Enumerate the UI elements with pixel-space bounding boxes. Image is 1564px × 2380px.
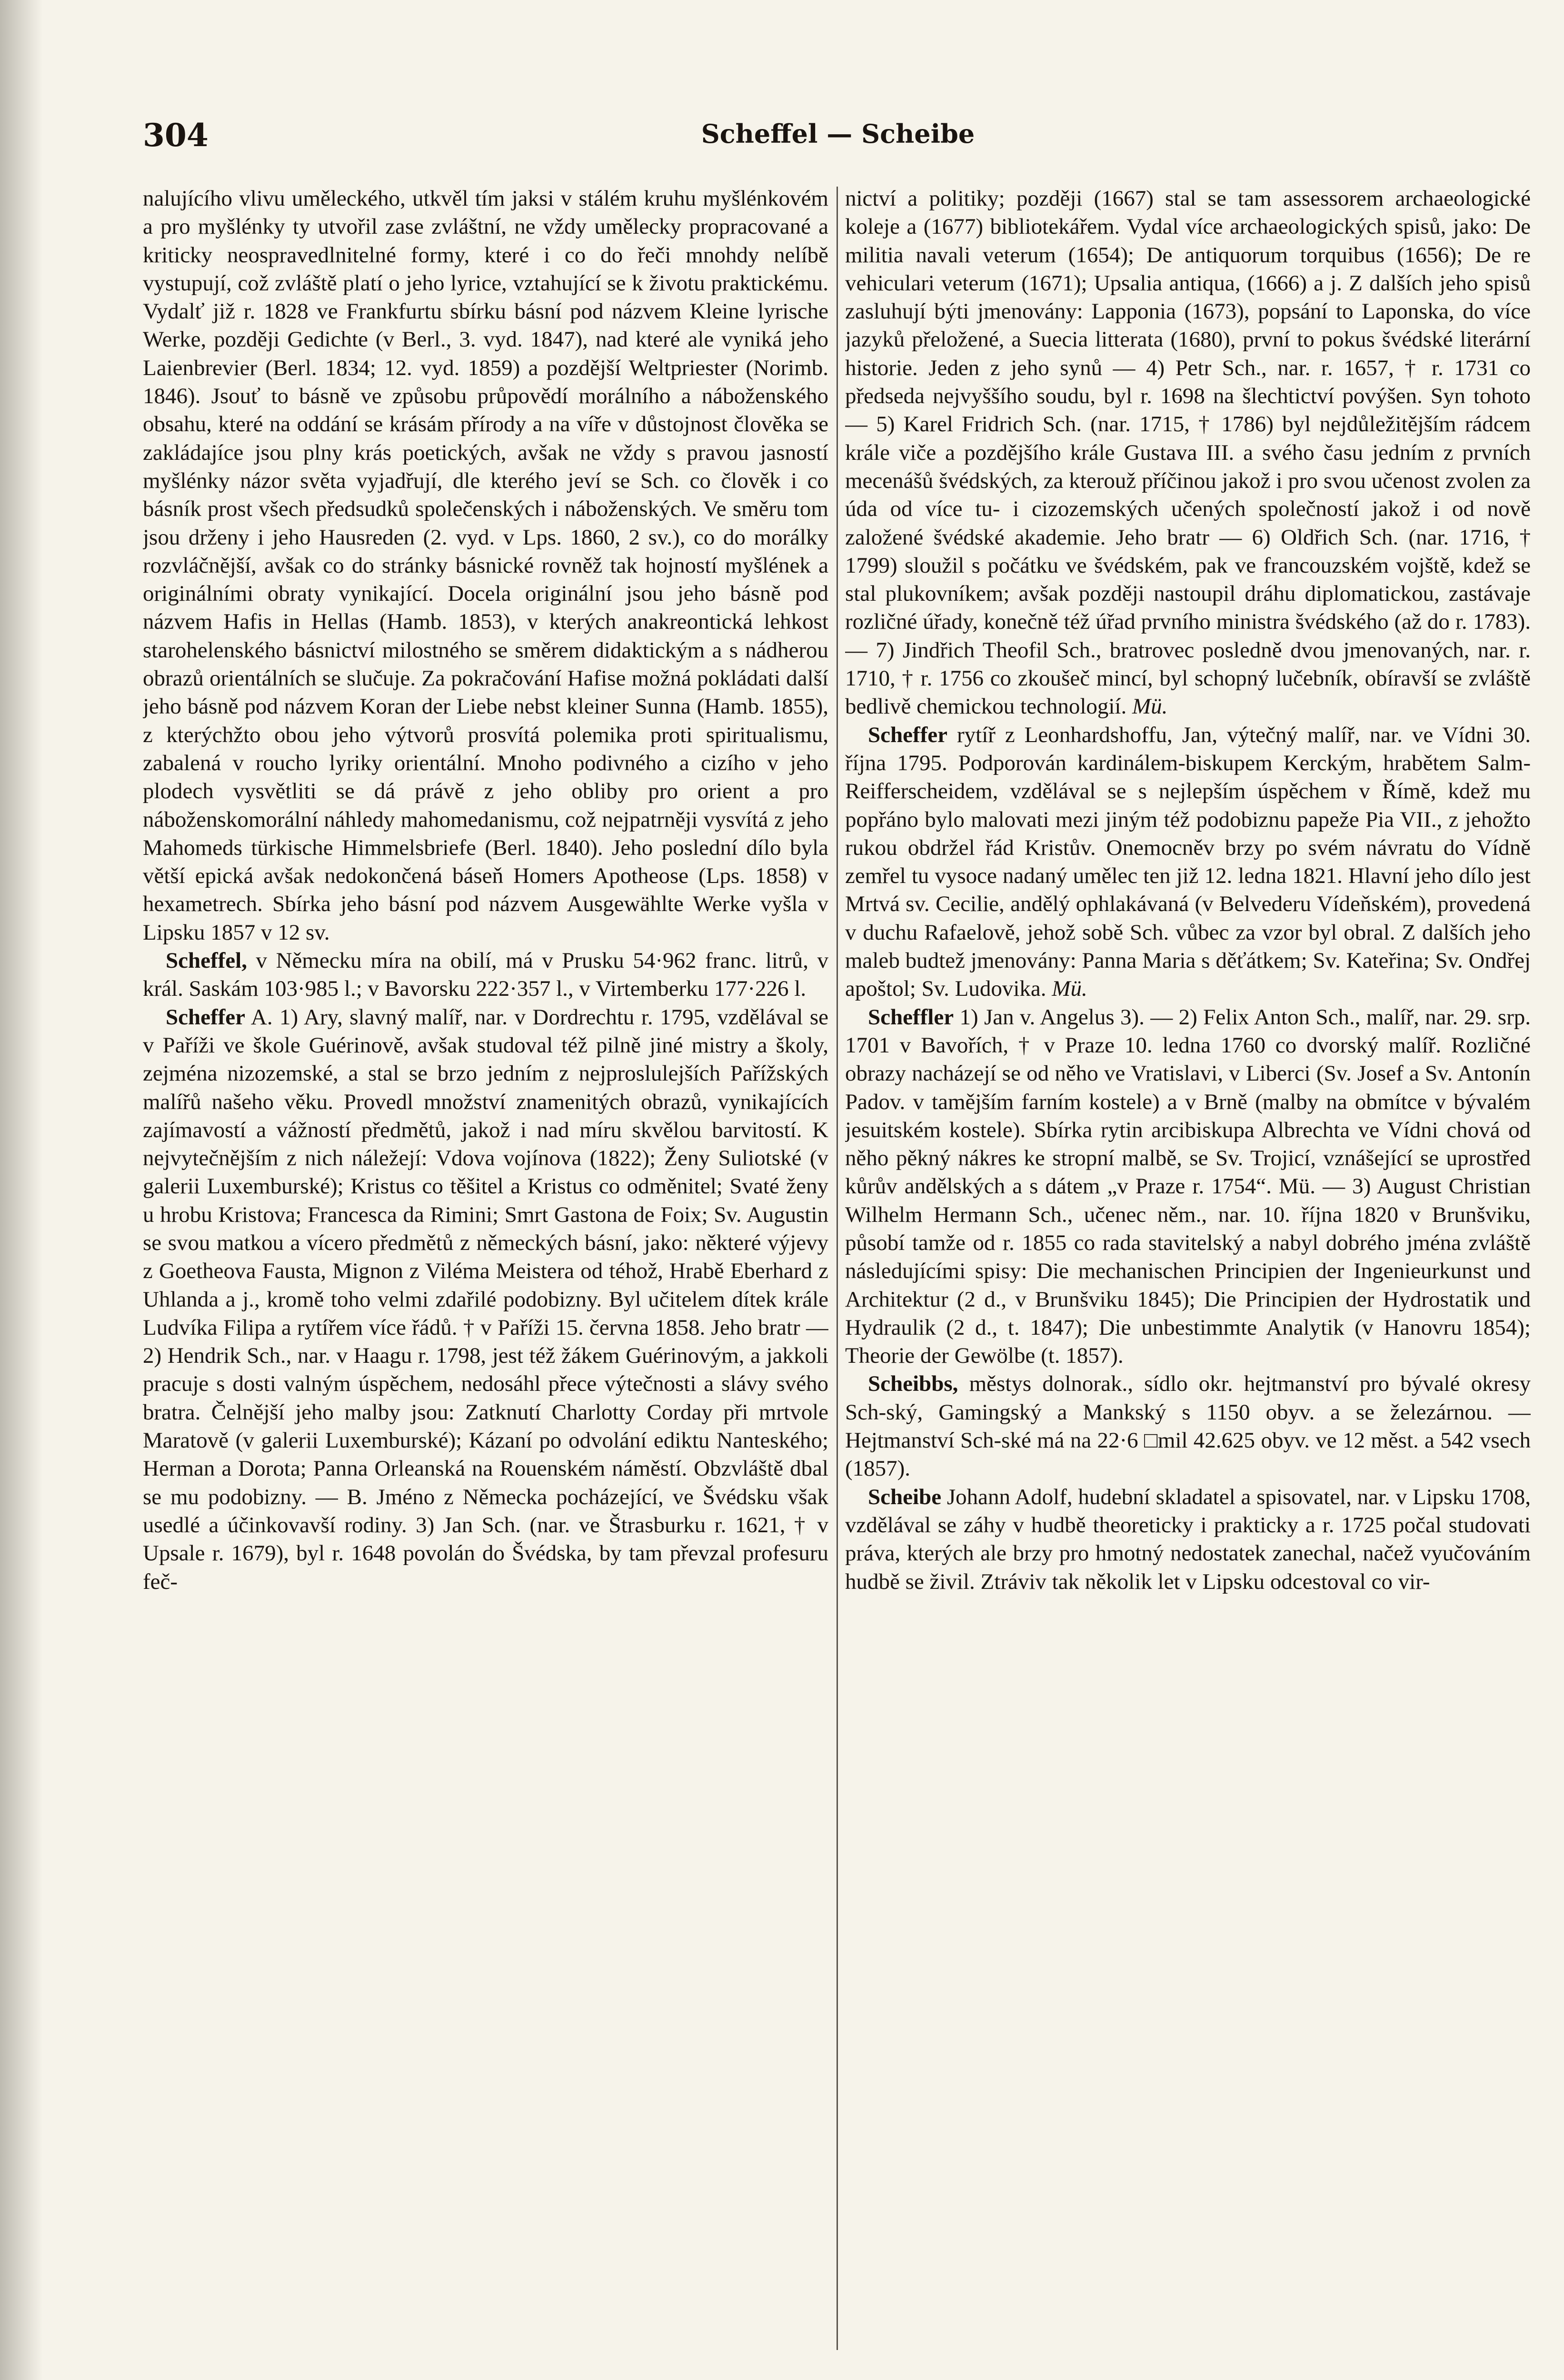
entry-headword: Scheffler — [868, 1004, 954, 1030]
dictionary-entry — [845, 185, 1531, 721]
dictionary-entry — [143, 185, 828, 947]
entry-text: městys dolnorak., sídlo okr. hejtmanství pro bývalé okresy Sch-ský, Gamingský a Mankský s 1150 obyv. a se železárnou. — Hejtmanství Sch-ské má na 22·6 □mil 42.625 obyv. ve 12 měst. a 542 vsech (1857). — [845, 1371, 1531, 1481]
binding-shadow — [0, 0, 43, 2380]
left-column — [143, 185, 828, 2355]
right-column — [845, 185, 1531, 2355]
entry-text: nalujícího vlivu uměleckého, utkvěl tím jaksi v stálém kruhu myšlénkovém a pro myšlénky ty utvořil zase zvláštní, ne vždy umělecky propracované a kriticky neospravedlnitelné formy, které i co do řeči mnohdy nelíbě vystupují, což zvláště platí o jeho lyrice, vztahující se k životu praktickému. Vydalť již r. 1828 ve Frankfurtu sbírku básní pod názvem Kleine lyrische Werke, později Gedichte (v Berl., 3. vyd. 1847), nad které ale vyniká jeho Laienbrevier (Berl. 1834; 12. vyd. 1859) a pozdější Weltpriester (Norimb. 1846). Jsouť to básně ve způsobu průpovědí morálního a náboženského obsahu, které na oddání se krásám přírody a na víře v důstojnost člověka se zakládajíce jsou plny krás poetických, avšak ne vždy s pravou jasností myšlénky názor světa vyjadřují, dle kterého jeví se Sch. co člověk i co básník prost všech předsudků společenských i náboženských. Ve směru tom jsou drženy i jeho Hausreden (2. vyd. v Lps. 1860, 2 sv.), co do morálky rozvláčnější, avšak co do stránky básnické rovněž tak hojností myšlének a originálními obraty vynikající. Docela originální jsou jeho básně pod názvem Hafis in Hellas (Hamb. 1853), v kterých anakreontická lehkost starohelenského básnictví milostného se směrem didaktickým a s nádherou obrazů orientálních se slučuje. Za pokračování Hafise možná pokládati další jeho básně pod názvem Koran der Liebe nebst kleiner Sunna (Hamb. 1855), z kterýchžto obou jeho výtvorů prosvítá polemika proti spiritualismu, zabalená v roucho lyriky orientální. Mnoho podivného a cizího v jeho plodech vysvětliti se dá právě z jeho obliby pro orient a pro náboženskomorální náhledy mahomedanismu, což nejpatrněji vysvítá z jeho Mahomeds türkische Himmelsbriefe (Berl. 1840). Jeho poslední dílo byla větší epická avšak nedokončená báseň Homers Apotheose (Lps. 1858) v hexametrech. Sbírka jeho básní pod názvem Ausgewählte Werke vyšla v Lipsku 1857 v 12 sv. — [143, 186, 828, 945]
entry-text: rytíř z Leonhardshoffu, Jan, výtečný malíř, nar. ve Vídni 30. října 1795. Podporován kardinálem-biskupem Kerckým, hrabětem Salm-Reifferscheidem, vzdělával se s nejlepším úspěchem v Římě, kdež mu popřáno bylo malovati mezi jiným též podobiznu papeže Pia VII., z jehožto rukou obdržel řád Kristův. Onemocněv brzy po svém návratu do Vídně zemřel tu vysoce nadaný umělec ten již 12. ledna 1821. Hlavní jeho dílo jest Mrtvá sv. Cecilie, andělý ophlakávaná (v Belvederu Vídeňském), provedená v duchu Rafaelově, jehož sobě Sch. vůbec za vzor byl obral. Z dalších jeho maleb budtež jmenovány: Panna Maria s děťátkem; Sv. Kateřina; Sv. Ondřej apoštol; Sv. Ludovika. — [845, 722, 1531, 1002]
page-number: 304 — [143, 117, 209, 154]
entry-text: A. 1) Ary, slavný malíř, nar. v Dordrechtu r. 1795, vzdělával se v Paříži ve škole Guérinově, avšak studoval též pilně jiné mistry a školy, zejména nizozemské, a stal se brzo jedním z nejproslulejších Pařížských malířů našeho věku. Provedl množství znamenitých obrazů, vynikajících zajímavostí a vážností předmětů, jakož i nad míru skvělou barvitostí. K nejvytečnějším z nich náležejí: Vdova vojínova (1822); Ženy Suliotské (v galerii Luxemburské); Kristus co těšitel a Kristus co odměnitel; Svaté ženy u hrobu Kristova; Francesca da Rimini; Smrt Gastona de Foix; Sv. Augustin se svou matkou a vícero předmětů z německých básní, jako: některé výjevy z Goetheova Fausta, Mignon z Viléma Meistera od téhož, Hrabě Eberhard z Uhlanda a j., kromě toho velmi zdařilé podobizny. Byl učitelem dítek krále Ludvíka Filipa a rytířem více řádů. † v Paříži 15. června 1858. Jeho bratr — 2) Hendrik Sch., nar. v Haagu r. 1798, jest též žákem Guérinovým, a jakkoli pracuje s dosti valným úspěchem, nedosáhl přece výtečnosti a slávy svého bratra. Čelnější jeho malby jsou: Zatknutí Charlotty Corday při mrtvole Maratově (v galerii Luxemburské); Kázaní po odvolání ediktu Nanteského; Herman a Dorota; Panna Orleanská na Rouenském náměstí. Obzvláště dbal se mu podobizny. — B. Jméno z Německa pocházející, ve Švédsku však usedlé a účinkovavší rodiny. 3) Jan Sch. (nar. ve Štrasburku r. 1621, † v Upsale r. 1679), byl r. 1648 povolán do Švédska, by tam převzal profesuru feč- — [143, 1004, 828, 1594]
running-head: Scheffel — Scheibe — [701, 119, 975, 149]
entry-headword: Scheibbs, — [868, 1371, 958, 1397]
entry-text: 1) Jan v. Angelus 3). — 2) Felix Anton Sch., malíř, nar. 29. srp. 1701 v Bavořích, † v Praze 10. ledna 1760 co dvorský malíř. Rozličné obrazy nacházejí se od něho ve Vratislavi, v Liberci (Sv. Josef a Sv. Antonín Padov. v tamějším farním kostele) a v Brně (malby na obmítce v bývalém jesuitském kostele). Sbírka rytin arcibiskupa Albrechta ve Vídni chová od něho pěkný nákres ke stropní malbě, se Sv. Trojicí, vznášející se uprostřed kůrův andělských a s dátem „v Praze r. 1754“. Mü. — 3) August Christian Wilhelm Hermann Sch., učenec něm., nar. 10. října 1820 v Brunšviku, působí tamže od r. 1855 co rada stavitelský a nabyl dobrého jména zvláště následujícími spisy: Die mechanischen Principien der Ingenieurkunst und Architektur (2 d., v Brunšviku 1845); Die Principien der Hydrostatik und Hydraulik (2 d., t. 1847); Die unbestimmte Analytik (v Hanovru 1854); Theorie der Gewölbe (t. 1857). — [845, 1004, 1531, 1368]
page-header — [143, 117, 1533, 159]
entry-text: v Německu míra na obilí, má v Prusku 54·962 franc. litrů, v král. Saskám 103·985 l.; v Bavorsku 222·357 l., v Virtemberku 177·226 l. — [143, 948, 828, 1002]
column-divider — [837, 187, 838, 2350]
dictionary-entry — [845, 1003, 1531, 1370]
entry-text: nictví a politiky; později (1667) stal se tam assessorem archaeologické koleje a (1677) bibliotekářem. Vydal více archaeologických spisů, jako: De militia navali veterum (1654); De antiquorum torquibus (1656); De re vehiculari veterum (1671); Upsalia antiqua, (1666) a j. Z dalších jeho spisů zasluhují býti jmenovány: Lapponia (1673), popsání to Laponska, do více jazyků přeložené, a Suecia litterata (1680), první to pokus švédské literární historie. Jeden z jeho synů — 4) Petr Sch., nar. r. 1657, † r. 1731 co předseda nejvyššího soudu, byl r. 1698 na šlechtictví povýšen. Syn tohoto — 5) Karel Fridrich Sch. (nar. 1715, † 1786) byl nejdůležitějším rádcem krále viče a pozdějšího krále Gustava III. a svého času jedním z prvních mecenášů švédských, za kterouž příčinou jakož i pro svou učenost zvolen za úda od více tu- i cizozemských učených společností jakož i od nově založené švédské akademie. Jeho bratr — 6) Oldřich Sch. (nar. 1716, † 1799) sloužil s počátku ve švédském, pak ve francouzském vojště, kdež se stal plukovníkem; avšak později nastoupil dráhu diplomatickou, zastávaje rozličné úřady, konečně též úřad prvního ministra švédského (až do r. 1783). — 7) Jindřich Theofil Sch., bratrovec posledně dvou jmenovaných, nar. r. 1710, † r. 1756 co zkoušeč mincí, byl schopný lučebník, obíravší se zvláště bedlivě chemickou technologií. — [845, 186, 1531, 719]
author-signature: Mü. — [1132, 694, 1168, 719]
entry-headword: Scheibe — [868, 1484, 942, 1509]
entry-text: Johann Adolf, hudební skladatel a spisovatel, nar. v Lipsku 1708, vzdělával se záhy v hudbě theoreticky i prakticky a r. 1725 počal studovati práva, kterých ale brzy pro hmotný nedostatek zanechal, načež vyučováním hudbě se živil. Ztráviv tak několik let v Lipsku odcestoval co vir- — [845, 1484, 1531, 1594]
entry-headword: Scheffel, — [166, 948, 247, 973]
entry-headword: Scheffer — [868, 722, 948, 747]
dictionary-entry — [845, 1370, 1531, 1483]
author-signature: Mü. — [1052, 976, 1087, 1002]
dictionary-entry — [845, 1483, 1531, 1596]
dictionary-entry — [143, 1003, 828, 1596]
entry-headword: Scheffer — [166, 1004, 246, 1030]
dictionary-entry — [143, 947, 828, 1003]
dictionary-entry — [845, 721, 1531, 1003]
